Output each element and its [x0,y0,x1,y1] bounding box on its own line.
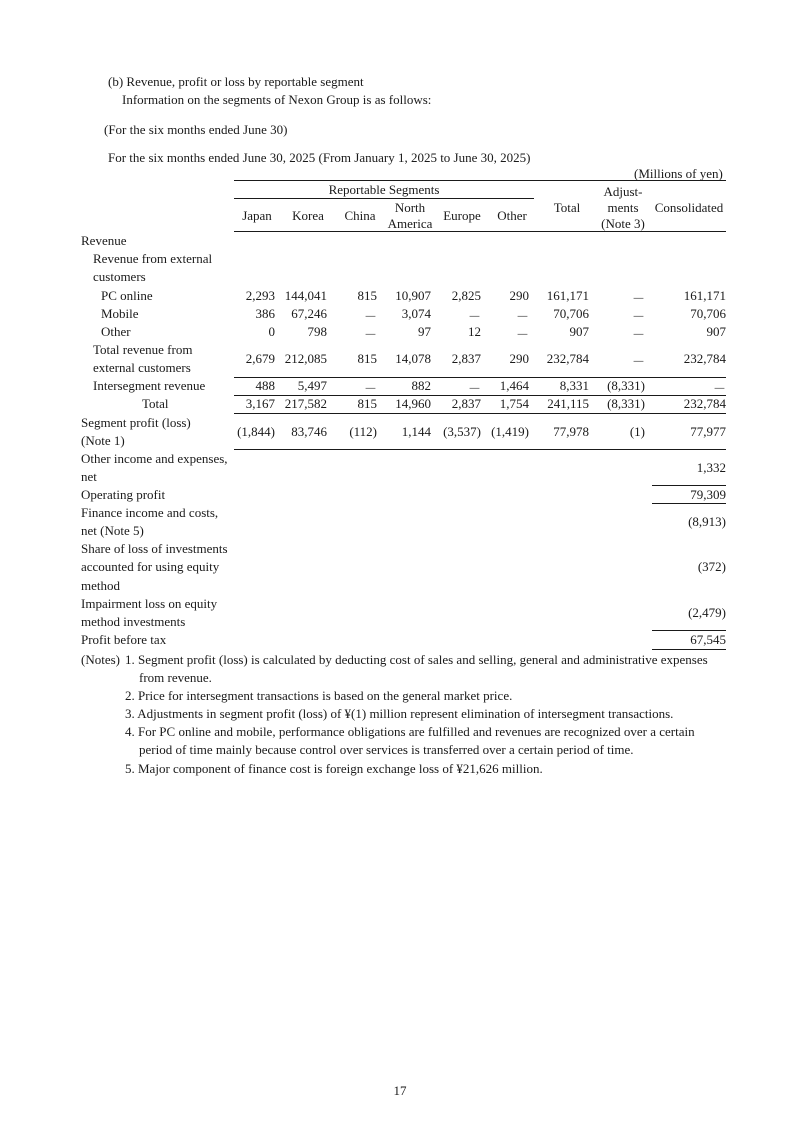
header-bottom-rule [234,231,726,232]
note-2: 2. Price for intersegment transactions is based on the general market price. [125,688,513,703]
cell-interseg-2: － [363,381,377,396]
cell-other-4: 12 [468,324,481,339]
cell-seg-profit-1: 83,746 [291,424,327,439]
label-seg-profit-2: (Note 1) [81,433,125,448]
label-share-2: accounted for using equity [81,559,220,574]
cell-total-4: 2,837 [451,396,481,411]
cell-interseg-5: 1,464 [499,378,529,393]
label-total: Total [142,396,169,411]
rule-after-op-profit [652,503,726,504]
section-title: (b) Revenue, profit or loss by reportable segment [108,74,364,89]
subperiod-text: For the six months ended June 30, 2025 (From January 1, 2025 to June 30, 2025) [108,150,531,165]
note-1-line-1: 1. Segment profit (loss) is calculated by deducting cost of sales and selling, general and administrative expenses [125,652,708,667]
label-rev-ext-1: Revenue from external [93,251,213,266]
col-adjustments-1: Adjust- [603,184,643,199]
cell-total-ext-4: 2,837 [451,351,481,366]
note-4-line-2: period of time mainly because control over services is transferred over a certain period of time. [139,742,634,757]
cell-pc-online-4: 2,825 [451,288,481,303]
label-other-income-1: Other income and expenses, [81,451,228,466]
label-op-profit: Operating profit [81,487,166,502]
cell-other-8: 907 [706,324,726,339]
cell-total-ext-2: 815 [357,351,377,366]
rule-before-op-profit [652,485,726,486]
value-finance: (8,913) [688,514,726,529]
cell-interseg-4: － [467,381,481,396]
cell-interseg-8: － [712,381,726,396]
label-revenue: Revenue [81,233,127,248]
label-finance-2: net (Note 5) [81,523,144,538]
label-rev-ext-2: customers [93,269,146,284]
cell-mobile-1: 67,246 [291,306,327,321]
cell-total-5: 1,754 [499,396,529,411]
cell-seg-profit-7: (1) [629,424,645,439]
cell-mobile-4: － [467,309,481,324]
col-north-america-1: North [394,200,426,215]
col-adjustments-2: ments [607,200,639,215]
intro-text: Information on the segments of Nexon Group is as follows: [122,92,432,107]
label-interseg: Intersegment revenue [93,378,206,393]
value-op-profit: 79,309 [690,487,726,502]
col-other: Other [497,208,527,223]
col-europe: Europe [443,208,481,223]
cell-other-1: 798 [307,324,327,339]
cell-seg-profit-6: 77,978 [553,424,589,439]
cell-seg-profit-3: 1,144 [401,424,431,439]
cell-total-8: 232,784 [683,396,726,411]
cell-other-5: － [515,327,529,342]
value-impair: (2,479) [688,605,726,620]
cell-total-3: 14,960 [395,396,431,411]
col-consolidated: Consolidated [654,200,724,215]
cell-pc-online-0: 2,293 [245,288,275,303]
rule-before-pbt [652,630,726,631]
cell-mobile-5: － [515,309,529,324]
cell-mobile-0: 386 [255,306,275,321]
label-seg-profit-1: Segment profit (loss) [81,415,191,430]
cell-seg-profit-4: (3,537) [443,424,481,439]
cell-other-6: 907 [569,324,589,339]
cell-pc-online-5: 290 [509,288,529,303]
note-1-line-2: from revenue. [139,670,212,685]
cell-seg-profit-8: 77,977 [690,424,726,439]
col-total: Total [553,200,581,215]
cell-total-0: 3,167 [245,396,275,411]
cell-mobile-3: 3,074 [401,306,431,321]
cell-other-0: 0 [268,324,275,339]
rule-after-total [234,413,726,414]
cell-pc-online-7: － [631,291,645,306]
cell-seg-profit-2: (112) [349,424,377,439]
rule-before-interseg [234,377,726,378]
cell-total-ext-8: 232,784 [683,351,726,366]
cell-total-2: 815 [357,396,377,411]
label-total-rev-2: external customers [93,360,191,375]
cell-total-ext-5: 290 [509,351,529,366]
period-text: (For the six months ended June 30) [104,122,288,137]
cell-mobile-7: － [631,309,645,324]
label-other: Other [101,324,131,339]
value-pbt: 67,545 [690,632,726,647]
label-total-rev-1: Total revenue from [93,342,193,357]
cell-mobile-6: 70,706 [553,306,589,321]
group-header-rule [234,198,534,199]
value-share: (372) [697,559,726,574]
label-pbt: Profit before tax [81,632,167,647]
value-other-income: 1,332 [696,460,726,475]
label-impair-1: Impairment loss on equity [81,596,218,611]
rule-after-pbt [652,649,726,650]
label-impair-2: method investments [81,614,186,629]
cell-seg-profit-0: (1,844) [237,424,275,439]
label-mobile: Mobile [101,306,139,321]
group-header: Reportable Segments [328,182,440,197]
col-north-america-2: America [387,216,433,231]
rule-after-seg-profit [234,449,726,450]
label-pc-online: PC online [101,288,153,303]
notes-prefix: (Notes) [81,652,120,667]
cell-pc-online-3: 10,907 [395,288,431,303]
page-number: 17 [393,1083,407,1098]
cell-total-ext-1: 212,085 [284,351,327,366]
col-adjustments-3: (Note 3) [601,216,645,231]
cell-total-ext-0: 2,679 [245,351,275,366]
cell-other-7: － [631,327,645,342]
cell-total-1: 217,582 [284,396,327,411]
label-finance-1: Finance income and costs, [81,505,219,520]
col-korea: Korea [292,208,324,223]
cell-interseg-6: 8,331 [559,378,589,393]
cell-seg-profit-5: (1,419) [491,424,529,439]
rule-before-total [234,395,726,396]
cell-mobile-2: － [363,309,377,324]
note-4-line-1: 4. For PC online and mobile, performance obligations are fulfilled and revenues are recognized over a certain [125,724,695,739]
cell-total-7: (8,331) [607,396,645,411]
label-share-1: Share of loss of investments [81,541,228,556]
cell-interseg-1: 5,497 [297,378,327,393]
cell-total-ext-3: 14,078 [395,351,431,366]
note-3: 3. Adjustments in segment profit (loss) of ¥(1) million represent elimination of intersegment transactions. [125,706,674,721]
cell-mobile-8: 70,706 [690,306,726,321]
cell-interseg-7: (8,331) [607,378,645,393]
cell-pc-online-6: 161,171 [546,288,589,303]
cell-pc-online-8: 161,171 [683,288,726,303]
table-top-rule [234,180,726,181]
cell-pc-online-2: 815 [357,288,377,303]
cell-total-ext-7: － [631,354,645,369]
unit-label: (Millions of yen) [634,166,723,181]
cell-interseg-0: 488 [255,378,275,393]
cell-pc-online-1: 144,041 [284,288,327,303]
col-japan: Japan [242,208,272,223]
label-share-3: method [81,578,120,593]
cell-other-2: － [363,327,377,342]
note-5: 5. Major component of finance cost is foreign exchange loss of ¥21,626 million. [125,761,543,776]
cell-total-ext-6: 232,784 [546,351,589,366]
label-other-income-2: net [81,469,97,484]
cell-other-3: 97 [418,324,431,339]
cell-total-6: 241,115 [547,396,589,411]
col-china: China [344,208,376,223]
cell-interseg-3: 882 [411,378,431,393]
